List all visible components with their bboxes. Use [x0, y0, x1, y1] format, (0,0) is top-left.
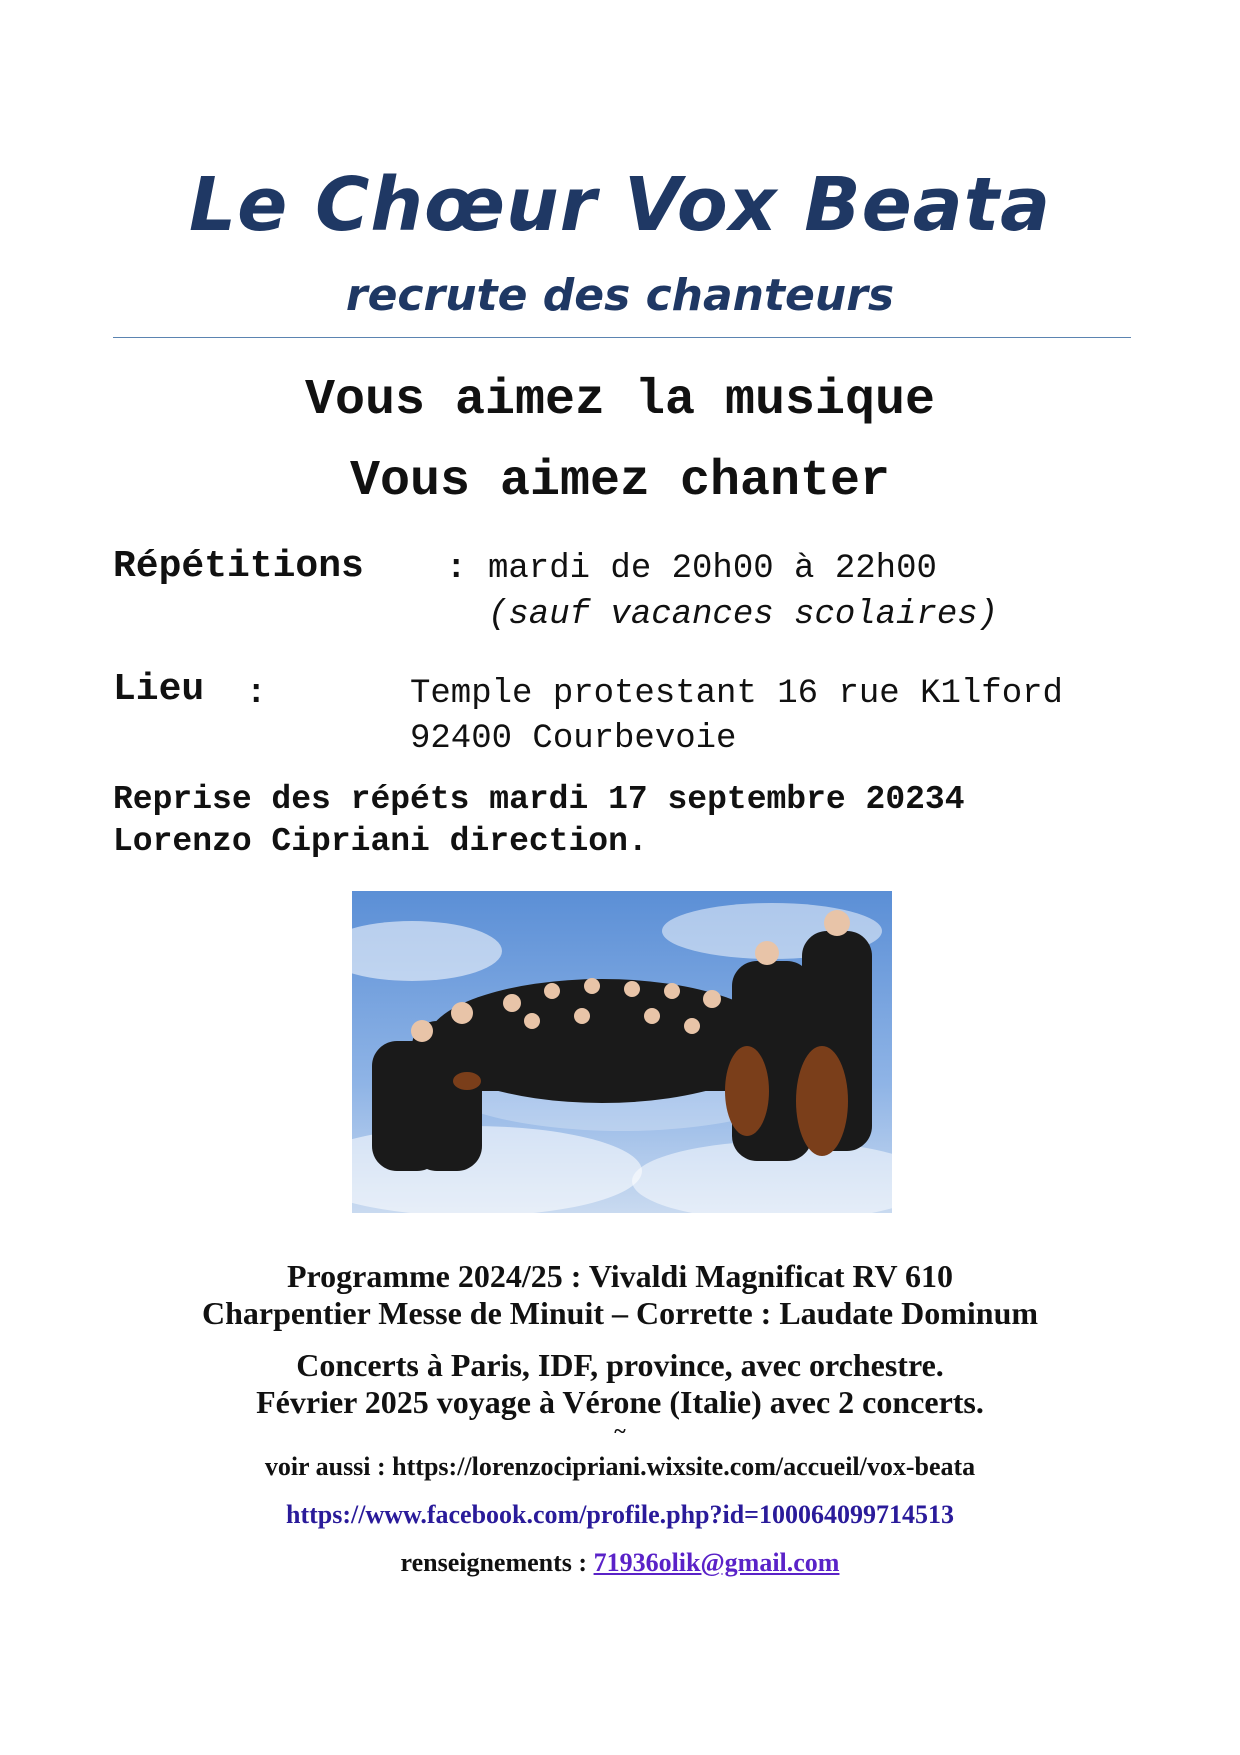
- lieu-separator: :: [246, 675, 267, 713]
- lieu-label: Lieu: [113, 668, 205, 711]
- repetitions-label: Répétitions: [113, 545, 364, 588]
- poster-subtitle: recrute des chanteurs: [345, 270, 895, 321]
- poster-title: Le Chœur Vox Beata: [188, 162, 1052, 248]
- repetitions-note: (sauf vacances scolaires): [488, 596, 999, 634]
- renseignements-line: [0, 1548, 1240, 1578]
- repetitions-time: mardi de 20h00 à 22h00: [488, 550, 937, 588]
- email-link[interactable]: 71936olik@gmail.com: [593, 1548, 840, 1577]
- repetitions-separator: :: [446, 550, 467, 588]
- programme-line2: Charpentier Messe de Minuit – Corrette : Laudate Dominum: [201, 1295, 1039, 1331]
- programme-line1: Programme 2024/25 : Vivaldi Magnificat RV 610: [286, 1258, 954, 1294]
- lieu-address-line2: 92400 Courbevoie: [410, 720, 737, 758]
- tilde-separator: ~: [614, 1418, 626, 1443]
- programme-line4: Février 2025 voyage à Vérone (Italie) avec 2 concerts.: [256, 1384, 984, 1420]
- voir-aussi-link[interactable]: voir aussi : https://lorenzocipriani.wixsite.com/accueil/vox-beata: [264, 1452, 976, 1481]
- intro-line-music: Vous aimez la musique: [304, 372, 936, 429]
- facebook-link[interactable]: https://www.facebook.com/profile.php?id=100064099714513: [286, 1500, 954, 1529]
- reprise-line: Reprise des répéts mardi 17 septembre 20234: [113, 781, 965, 818]
- header-divider: [113, 337, 1131, 338]
- programme-line3: Concerts à Paris, IDF, province, avec orchestre.: [296, 1347, 944, 1383]
- director-line: Lorenzo Cipriani direction.: [113, 823, 648, 860]
- intro-line-sing: Vous aimez chanter: [349, 453, 891, 510]
- renseignements-label: renseignements :: [400, 1548, 594, 1577]
- ensemble-photo: [352, 891, 892, 1213]
- lieu-address-line1: Temple protestant 16 rue K1lford: [410, 675, 1063, 713]
